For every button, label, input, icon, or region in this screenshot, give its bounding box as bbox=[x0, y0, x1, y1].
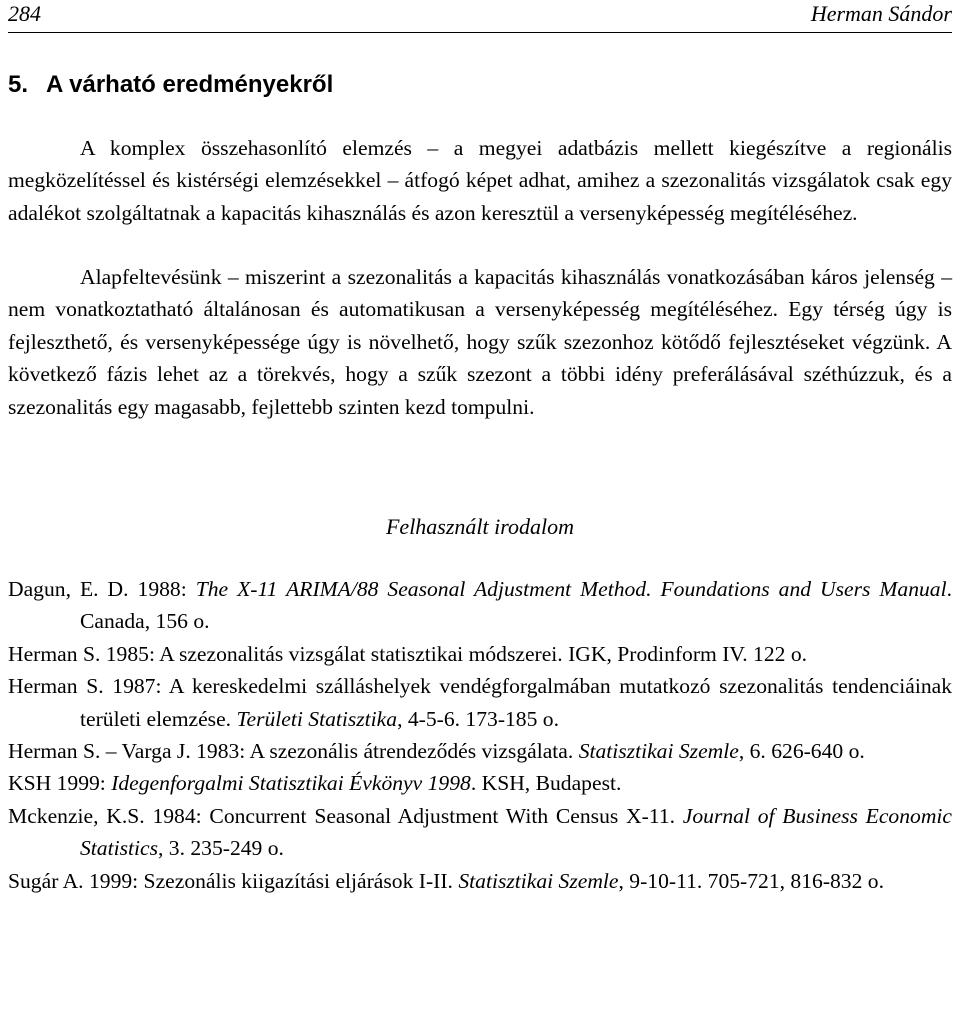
reference-item: Herman S. 1987: A kereskedelmi szálláshelyek vendégforgalmában mutatkozó szezonalitás tendenciáinak területi elemzése. Területi Statisztika, 4-5-6. 173-185 o. bbox=[8, 674, 952, 731]
reference-item: Sugár A. 1999: Szezonális kiigazítási eljárások I-II. Statisztikai Szemle, 9-10-11. 705-721, 816-832 o. bbox=[8, 868, 884, 893]
reference-item: Herman S. 1985: A szezonalitás vizsgálat statisztikai módszerei. IGK, Prodinform IV. 122 o. bbox=[8, 641, 808, 666]
page-number: 284 bbox=[8, 1, 41, 26]
body-paragraph-1: A komplex összehasonlító elemzés – a megyei adatbázis mellett kiegészítve a regionális megközelítéssel és kistérségi elemzésekkel – átfogó képet adhat, amihez a szezonalitás vizsgálatok csak egy adalékot szolgáltatnak a kapacitás kihasználás és azon keresztül a versenyképesség megítéléséhez. bbox=[8, 136, 952, 225]
reference-item: Herman S. – Varga J. 1983: A szezonális átrendeződés vizsgálata. Statisztikai Szemle, 6. 626-640 o. bbox=[8, 739, 865, 764]
section-heading bbox=[8, 70, 333, 100]
running-header bbox=[8, 0, 952, 30]
references-heading: Felhasznált irodalom bbox=[385, 514, 575, 539]
reference-item: Dagun, E. D. 1988: The X-11 ARIMA/88 Seasonal Adjustment Method. Foundations and Users Manual. Canada, 156 o. bbox=[8, 577, 952, 634]
reference-item: Mckenzie, K.S. 1984: Concurrent Seasonal Adjustment With Census X-11. Journal of Business Economic Statistics, 3. 235-249 o. bbox=[8, 803, 952, 861]
reference-item: KSH 1999: Idegenforgalmi Statisztikai Évkönyv 1998. KSH, Budapest. bbox=[8, 771, 622, 796]
section-number: 5. bbox=[8, 71, 29, 98]
header-rule bbox=[8, 32, 952, 33]
reference-list bbox=[8, 573, 952, 897]
body-paragraph-2: Alapfeltevésünk – miszerint a szezonalitás a kapacitás kihasználás vonatkozásában káros jelenség – nem vonatkoztatható általánosan és automatikusan a versenyképesség megítéléséhez. Egy térség úgy is fejleszthető, és versenyképessége úgy is növelhető, hogy szűk szezonhoz kötődő fejlesztéseket végzünk. A következő fázis lehet az a törekvés, hogy a szűk szezont a többi idény preferálásával széthúzzuk, és a szezonalitás egy magasabb, fejlettebb szinten kezd tompulni. bbox=[8, 265, 952, 419]
section-title: A várható eredményekről bbox=[46, 71, 334, 98]
running-author: Herman Sándor bbox=[810, 1, 952, 26]
